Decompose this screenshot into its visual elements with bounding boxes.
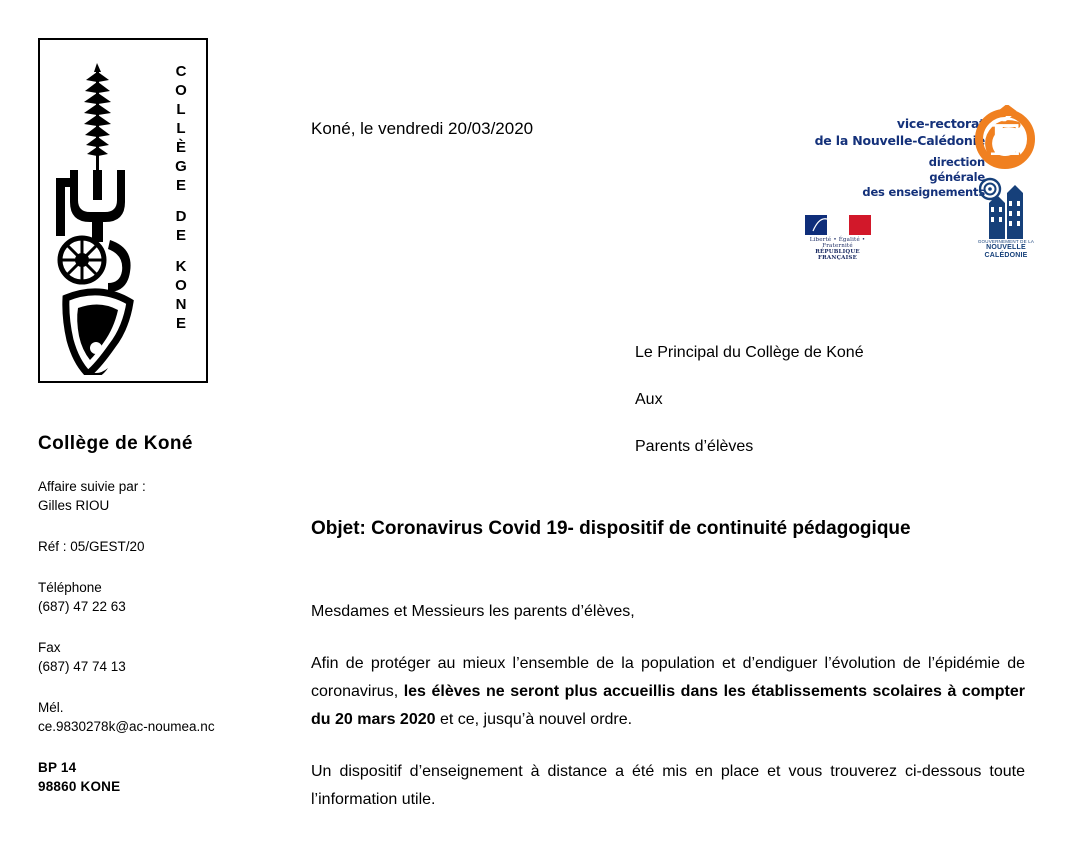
- french-motto: Liberté • Égalité • Fraternité: [809, 237, 866, 249]
- paragraph-1-part-2: et ce, jusqu’à nouvel ordre.: [435, 711, 633, 728]
- email-value: ce.9830278k@ac-noumea.nc: [38, 719, 215, 734]
- kanak-carving-illustration: [48, 50, 148, 375]
- paragraph-1-part-1: Afin de protéger au mieux l’ensemble de la population et d’endiguer l’évolution de l’épidémie de coronavirus,: [311, 655, 1025, 700]
- school-name: Collège de Koné: [38, 433, 193, 454]
- vice-rectorat-crest: [809, 105, 1060, 275]
- phone-block: [38, 578, 278, 616]
- phone-value: (687) 47 22 63: [38, 599, 126, 614]
- letter-body: [311, 598, 1025, 838]
- nc-name-line2: CALÉDONIE: [984, 252, 1028, 259]
- nc-emblem-icon: [979, 177, 1034, 239]
- e-letter: É: [988, 116, 1022, 165]
- logo-vertical-text: C O L L È G E D E K O N E: [175, 63, 187, 332]
- recipient-parents: Parents d’élèves: [635, 438, 754, 455]
- crest-line-1: vice-rectorat: [896, 116, 985, 131]
- po-box: BP 14: [38, 760, 77, 775]
- school-logo: [38, 38, 208, 383]
- new-caledonia-government-logo: [975, 177, 1037, 260]
- recipient-sender: Le Principal du Collège de Koné: [635, 344, 864, 361]
- recipient-block: [635, 329, 864, 470]
- affair-block: [38, 477, 278, 515]
- date-line: Koné, le vendredi 20/03/2020: [311, 119, 534, 138]
- paragraph-1: [311, 650, 1025, 734]
- crest-line-5: des enseignements: [862, 185, 985, 199]
- affair-label: Affaire suivie par :: [38, 479, 146, 494]
- reference-value: Réf : 05/GEST/20: [38, 539, 145, 554]
- paragraph-1-bold: les élèves ne seront plus accueillis dans les établissements scolaires à compter du 20 mars 2020: [311, 683, 1026, 728]
- french-republic-label: RÉPUBLIQUE FRANÇAISE: [815, 249, 860, 261]
- nc-name-line1: NOUVELLE: [986, 244, 1026, 251]
- education-e-icon: [975, 105, 1035, 177]
- paragraph-2: Un dispositif d’enseignement à distance a été mis en place et vous trouverez ci-dessous toute l’information utile.: [311, 763, 1025, 808]
- phone-label: Téléphone: [38, 580, 102, 595]
- address-block: [38, 758, 278, 796]
- french-republic-logo: [795, 215, 880, 261]
- affair-name: Gilles RIOU: [38, 498, 110, 513]
- crest-line-3: direction: [928, 155, 985, 169]
- fax-label: Fax: [38, 640, 61, 655]
- recipient-aux: Aux: [635, 391, 663, 408]
- nc-government-label: GOUVERNEMENT DE LA: [977, 239, 1035, 244]
- subject-line: Objet: Coronavirus Covid 19- dispositif de continuité pédagogique: [311, 518, 911, 539]
- fax-value: (687) 47 74 13: [38, 659, 126, 674]
- crest-text: [785, 115, 985, 200]
- city: 98860 KONE: [38, 779, 121, 794]
- reference-block: [38, 537, 278, 556]
- crest-line-2: de la Nouvelle-Calédonie: [814, 133, 985, 148]
- letterhead-left-column: [38, 38, 278, 796]
- fax-block: [38, 638, 278, 676]
- french-flag-icon: [805, 215, 871, 235]
- crest-line-4: générale: [929, 170, 985, 184]
- salutation: Mesdames et Messieurs les parents d’élèves,: [311, 603, 635, 620]
- email-label: Mél.: [38, 700, 64, 715]
- email-block: [38, 698, 278, 736]
